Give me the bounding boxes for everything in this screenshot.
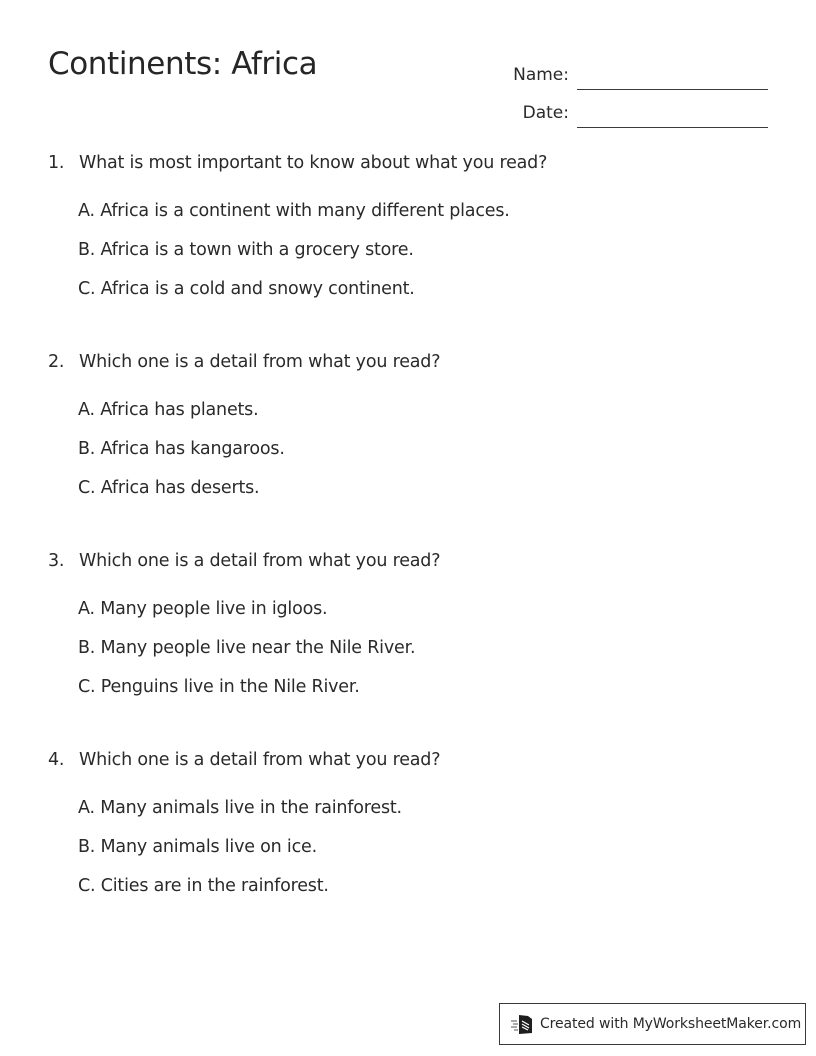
question-text: Which one is a detail from what you read? <box>79 750 441 770</box>
answer-choices <box>48 198 547 315</box>
answer-choice-a: A. Africa has planets. <box>78 400 259 420</box>
question-stem <box>48 349 440 375</box>
answer-choice-b: B. Africa has kangaroos. <box>78 439 285 459</box>
question-number: 1. <box>48 153 65 173</box>
question-number: 3. <box>48 551 65 571</box>
question-number: 4. <box>48 750 65 770</box>
date-field[interactable] <box>577 104 768 128</box>
badge-text: Created with MyWorksheetMaker.com <box>540 1016 802 1032</box>
answer-choice-c: C. Africa has deserts. <box>78 478 260 498</box>
question-3 <box>48 548 440 713</box>
answer-choice-a: A. Many people live in igloos. <box>78 599 328 619</box>
name-field[interactable] <box>577 66 768 90</box>
student-info-fields <box>488 52 768 128</box>
question-2 <box>48 349 440 514</box>
answer-choice-b: B. Many people live near the Nile River. <box>78 638 416 658</box>
question-text: Which one is a detail from what you read? <box>79 352 441 372</box>
answer-choice-a: A. Many animals live in the rainforest. <box>78 798 402 818</box>
created-with-badge[interactable] <box>499 1003 806 1045</box>
answer-choice-c: C. Africa is a cold and snowy continent. <box>78 279 415 299</box>
question-number: 2. <box>48 352 65 372</box>
question-4 <box>48 747 440 912</box>
question-1 <box>48 150 547 315</box>
answer-choices <box>48 596 440 713</box>
date-field-label: Date: <box>522 103 569 123</box>
answer-choice-c: C. Penguins live in the Nile River. <box>78 677 360 697</box>
question-text: Which one is a detail from what you read? <box>79 551 441 571</box>
answer-choices <box>48 795 440 912</box>
question-stem <box>48 548 440 574</box>
worksheet-maker-logo-icon <box>510 1012 534 1036</box>
date-field-row <box>488 90 768 128</box>
name-field-label: Name: <box>513 65 569 85</box>
page-title: Continents: Africa <box>48 46 318 82</box>
answer-choice-b: B. Africa is a town with a grocery store. <box>78 240 414 260</box>
answer-choices <box>48 397 440 514</box>
question-text: What is most important to know about what you read? <box>79 153 548 173</box>
name-field-row <box>488 52 768 90</box>
answer-choice-b: B. Many animals live on ice. <box>78 837 317 857</box>
answer-choice-a: A. Africa is a continent with many different places. <box>78 201 510 221</box>
answer-choice-c: C. Cities are in the rainforest. <box>78 876 329 896</box>
question-stem <box>48 150 547 176</box>
question-stem <box>48 747 440 773</box>
